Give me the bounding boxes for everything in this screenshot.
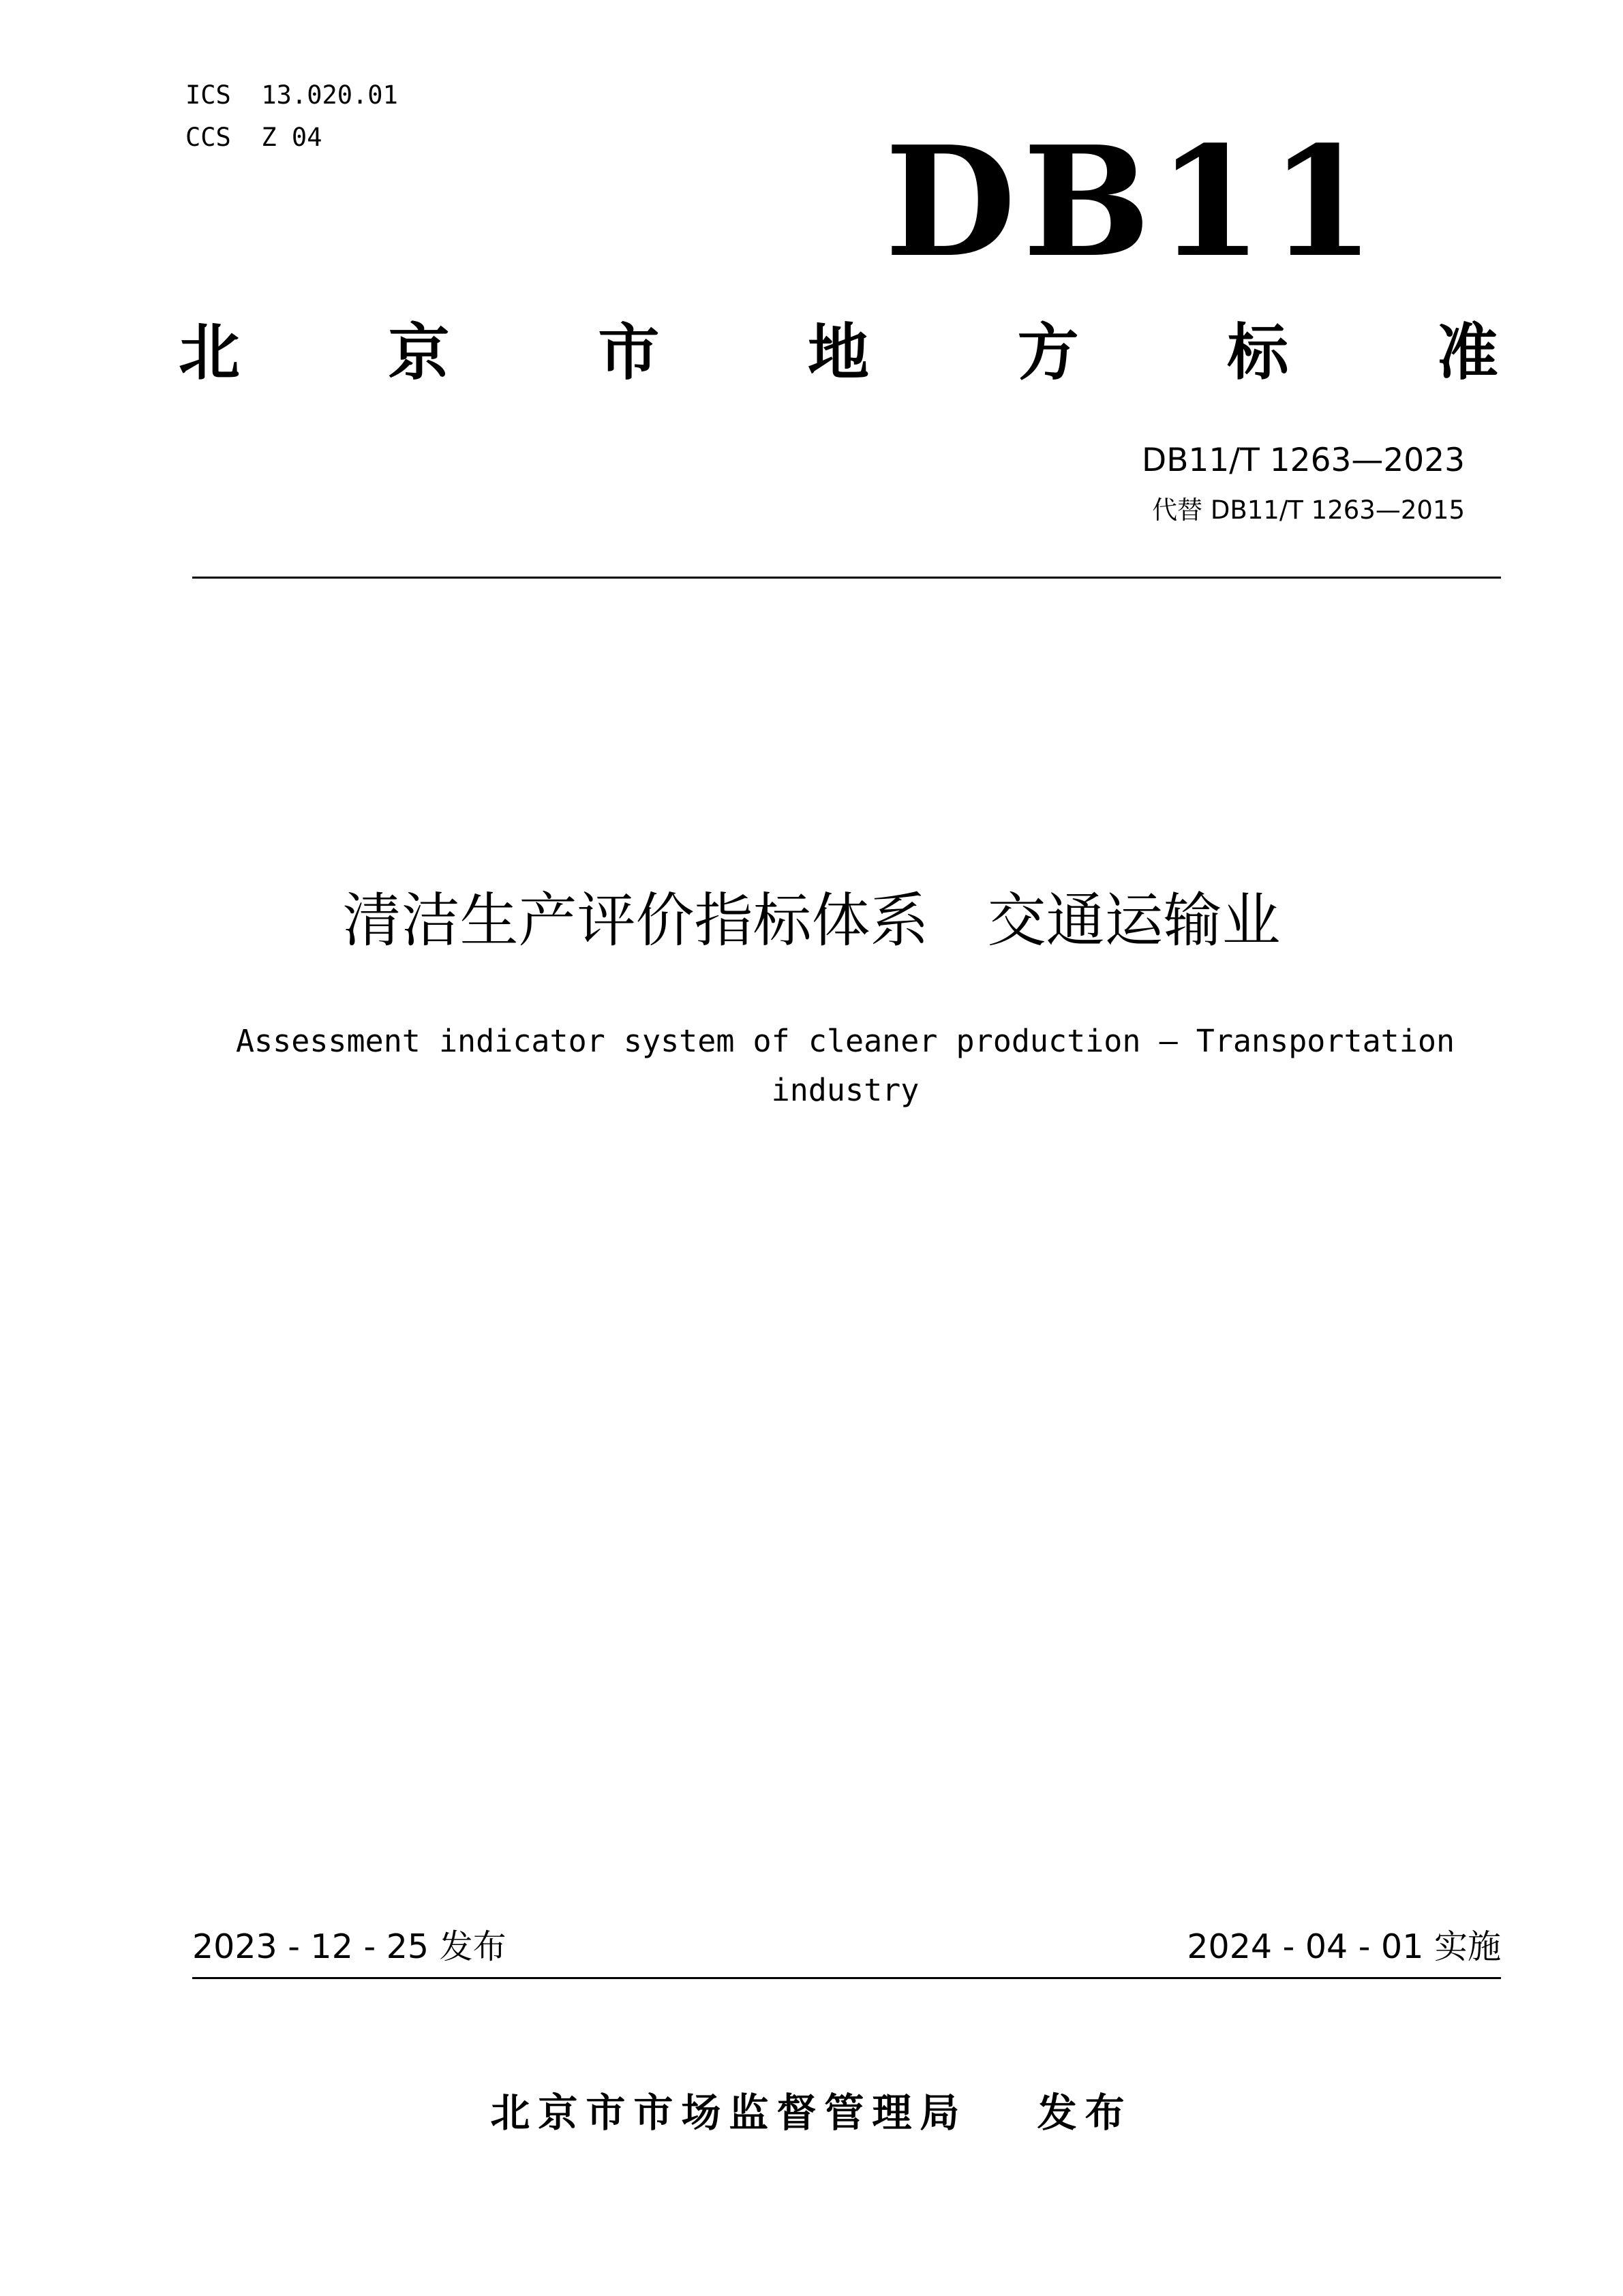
- db11-logo: DB11: [884, 114, 1382, 291]
- category-char: 北: [179, 317, 240, 388]
- document-title-chinese: 清洁生产评价指标体系 交通运输业: [342, 887, 1281, 955]
- effective-date: 2024 - 04 - 01 实施: [1187, 1927, 1501, 1966]
- category-char: 地: [807, 317, 869, 388]
- ics-code: ICS 13.020.01: [185, 80, 398, 110]
- replaced-standard: 代替 DB11/T 1263—2015: [1152, 495, 1465, 525]
- category-char: 准: [1436, 317, 1498, 388]
- category-char: 标: [1227, 317, 1289, 388]
- bottom-divider: [192, 1977, 1501, 1979]
- category-char: 京: [388, 317, 450, 388]
- publisher: 北京市市场监督管理局 发布: [490, 2090, 1133, 2136]
- top-divider: [192, 577, 1501, 579]
- category-char: 市: [598, 317, 660, 388]
- standard-category: [179, 318, 1498, 388]
- ccs-code: CCS Z 04: [185, 123, 322, 152]
- issue-date: 2023 - 12 - 25 发布: [192, 1927, 506, 1966]
- category-char: 方: [1017, 317, 1079, 388]
- standard-number: DB11/T 1263—2023: [1142, 442, 1465, 479]
- document-title-english: Assessment indicator system of cleaner production — Transportation industry: [235, 1023, 1455, 1108]
